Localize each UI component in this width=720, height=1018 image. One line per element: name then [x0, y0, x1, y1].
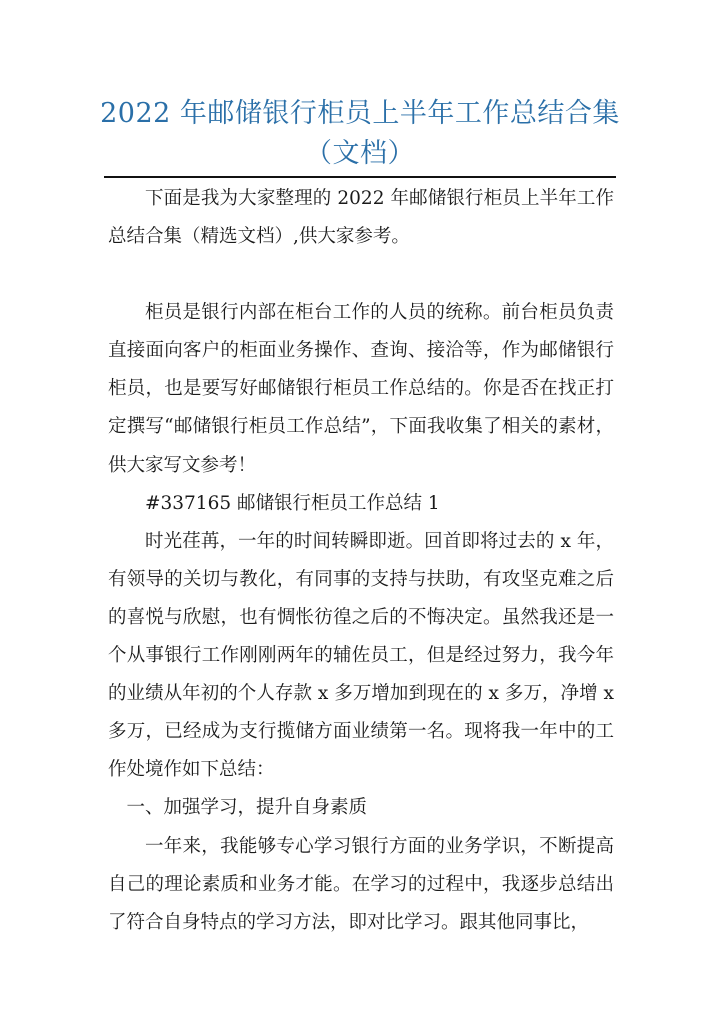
body-paragraph: 时光荏苒，一年的时间转瞬即逝。回首即将过去的 x 年，有领导的关切与教化，有同事的支持与扶助，有攻坚克难之后的喜悦与欣慰，也有惆怅彷徨之后的不悔决定。虽然我还是一个从事银行工作刚刚两年的辅佐员工，但是经过努力，我今年的业绩从年初的个人存款 x 多万增加到现在的 x 多万，净增 x 多万，已经成为支行揽储方面业绩第一名。现将我一年中的工作处境作如下总结： — [108, 530, 614, 781]
document-title-line-1: 2022 年邮储银行柜员上半年工作总结合集 — [100, 98, 620, 129]
document-body — [108, 180, 614, 942]
body-paragraph: 一年来，我能够专心学习银行方面的业务学识，不断提高自己的理论素质和业务才能。在学习的过程中，我逐步总结出了符合自身特点的学习方法，即对比学习。跟其他同事比， — [108, 835, 614, 933]
title-divider — [104, 176, 616, 178]
intro-paragraph: 下面是我为大家整理的 2022 年邮储银行柜员上半年工作总结合集（精选文档）,供大家参考。 — [108, 188, 614, 248]
subsection-heading: 一、加强学习，提升自身素质 — [126, 797, 368, 819]
section-heading: #337165 邮储银行柜员工作总结 1 — [145, 492, 440, 514]
body-paragraph: 柜员是银行内部在柜台工作的人员的统称。前台柜员负责直接面向客户的柜面业务操作、查询、接洽等，作为邮储银行柜员，也是要写好邮储银行柜员工作总结的。你是否在找正打定撰写“邮储银行柜员工作总结”，下面我收集了相关的素材，供大家写文参考！ — [108, 302, 614, 476]
document-title-line-2: （文档） — [305, 138, 415, 169]
